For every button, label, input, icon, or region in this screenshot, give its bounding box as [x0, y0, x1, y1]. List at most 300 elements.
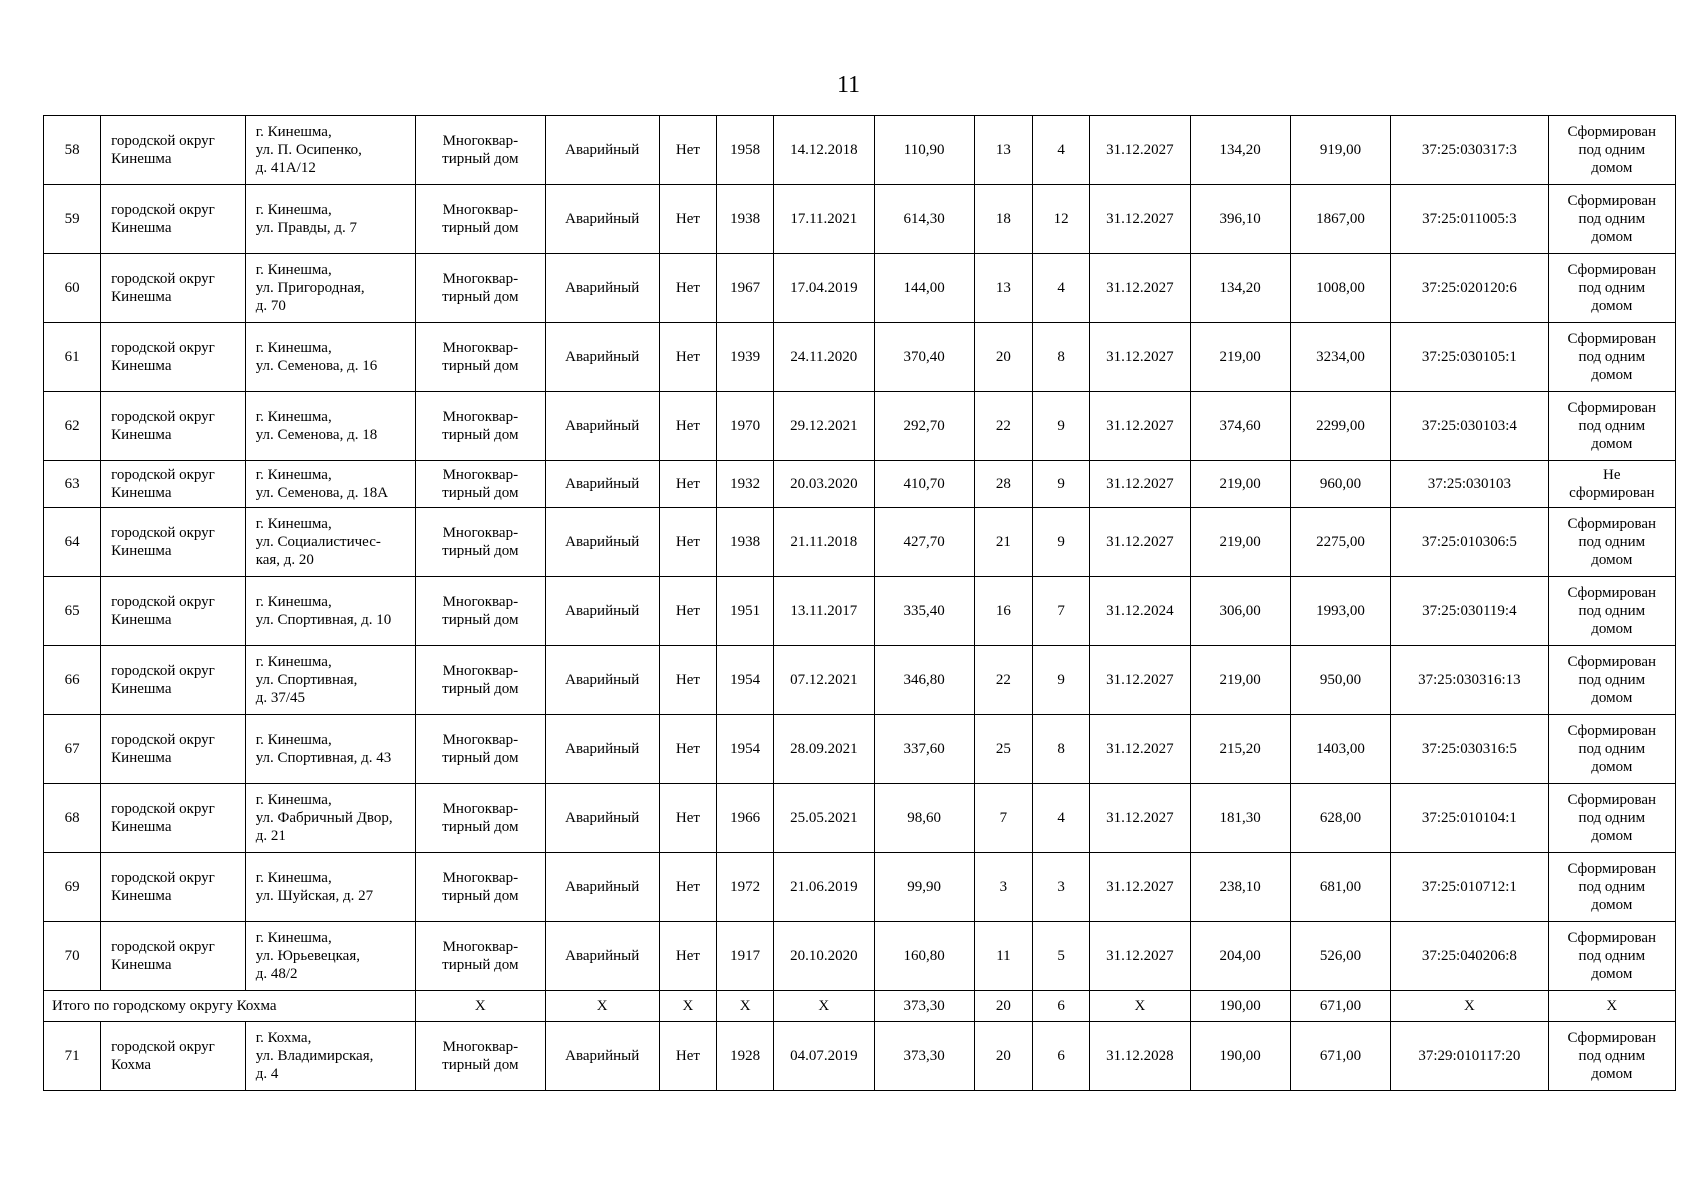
total-type: X: [416, 991, 545, 1022]
cell-plot-area: [1290, 392, 1390, 461]
cell-text: 37:25:030103:4: [1421, 418, 1517, 434]
cell-address: [245, 784, 415, 853]
cell-plot-status: [1548, 784, 1675, 853]
cell-cadastral: [1391, 508, 1548, 577]
cell-text: 396,10: [1219, 211, 1261, 227]
cell-condition: [545, 508, 659, 577]
cell-text: Аварийный: [565, 1048, 640, 1064]
cell-text: г. Кинешма, ул. Юрьевецкая, д. 48/2: [255, 930, 360, 982]
cell-text: г. Кинешма, ул. Спортивная, д. 10: [255, 594, 392, 628]
cell-units: [1033, 116, 1090, 185]
cell-text: Многоквар- тирный дом: [442, 525, 519, 559]
cell-units: [1033, 254, 1090, 323]
cell-text: 681,00: [1319, 879, 1362, 895]
cell-flag: [659, 508, 716, 577]
cell-text: 219,00: [1219, 349, 1261, 365]
cell-text: г. Кинешма, ул. П. Осипенко, д. 41А/12: [255, 124, 362, 176]
cell-text: 346,80: [903, 672, 945, 688]
cell-text: городской округ Кинешма: [111, 467, 215, 501]
cell-text: 21: [995, 534, 1011, 550]
cell-text: 70: [64, 948, 80, 964]
cell-text: 22: [995, 418, 1011, 434]
cell-text: 31.12.2027: [1106, 810, 1174, 826]
cell-text: 31.12.2027: [1106, 741, 1174, 757]
cell-cadastral: [1391, 323, 1548, 392]
cell-text: 31.12.2027: [1106, 142, 1174, 158]
cell-deadline: [1090, 922, 1190, 991]
cell-municipality: [101, 508, 246, 577]
cell-type: [416, 1022, 545, 1091]
cell-units: [1033, 922, 1090, 991]
cell-text: 919,00: [1319, 142, 1362, 158]
cell-area: [874, 392, 974, 461]
cell-residents: [974, 922, 1032, 991]
cell-no: [44, 784, 101, 853]
cell-residents: [974, 784, 1032, 853]
cell-text: 9: [1057, 476, 1065, 492]
cell-text: 31.12.2024: [1106, 603, 1174, 619]
cell-text: Сформирован под одним домом: [1567, 193, 1657, 245]
cell-units: [1033, 577, 1090, 646]
total-land-area: 190,00: [1190, 991, 1290, 1022]
cell-no: [44, 508, 101, 577]
cell-flag: [659, 323, 716, 392]
cell-text: Нет: [675, 672, 700, 688]
cell-municipality: [101, 577, 246, 646]
cell-text: 4: [1057, 280, 1065, 296]
cell-text: 2299,00: [1316, 418, 1365, 434]
cell-text: 1932: [730, 476, 761, 492]
cell-text: Сформирован под одним домом: [1567, 861, 1657, 913]
cell-date: [774, 784, 874, 853]
cell-text: 370,40: [903, 349, 945, 365]
cell-area: [874, 254, 974, 323]
cell-text: 20: [995, 349, 1011, 365]
cell-text: 1993,00: [1316, 603, 1365, 619]
cell-plot-status: [1548, 1022, 1675, 1091]
cell-no: [44, 185, 101, 254]
cell-text: Многоквар- тирный дом: [442, 202, 519, 236]
cell-text: 373,30: [903, 1048, 945, 1064]
cell-text: г. Кохма, ул. Владимирская, д. 4: [255, 1030, 374, 1082]
cell-text: городской округ Кинешма: [111, 340, 215, 374]
cell-text: Аварийный: [565, 142, 640, 158]
cell-text: городской округ Кинешма: [111, 732, 215, 766]
cell-land-area: [1190, 508, 1290, 577]
cell-land-area: [1190, 392, 1290, 461]
cell-residents: [974, 461, 1032, 508]
cell-units: [1033, 715, 1090, 784]
cell-no: [44, 392, 101, 461]
cell-units: [1033, 392, 1090, 461]
cell-plot-status: [1548, 853, 1675, 922]
cell-text: 31.12.2027: [1106, 534, 1174, 550]
cell-deadline: [1090, 646, 1190, 715]
cell-date: [774, 1022, 874, 1091]
cell-text: 31.12.2027: [1106, 211, 1174, 227]
cell-text: 1970: [730, 418, 761, 434]
cell-land-area: [1190, 715, 1290, 784]
cell-condition: [545, 853, 659, 922]
cell-municipality: [101, 853, 246, 922]
cell-residents: [974, 116, 1032, 185]
cell-land-area: [1190, 922, 1290, 991]
cell-plot-status: [1548, 461, 1675, 508]
cell-text: Аварийный: [565, 672, 640, 688]
cell-cadastral: [1391, 577, 1548, 646]
cell-area: [874, 853, 974, 922]
cell-plot-area: [1290, 323, 1390, 392]
cell-date: [774, 254, 874, 323]
cell-date: [774, 853, 874, 922]
table-body: [44, 116, 1676, 1091]
cell-text: 144,00: [903, 280, 945, 296]
cell-area: [874, 577, 974, 646]
cell-plot-area: [1290, 646, 1390, 715]
cell-text: Аварийный: [565, 534, 640, 550]
cell-text: Аварийный: [565, 349, 640, 365]
cell-residents: [974, 508, 1032, 577]
cell-no: [44, 254, 101, 323]
cell-text: Многоквар- тирный дом: [442, 271, 519, 305]
cell-text: 67: [64, 741, 80, 757]
cell-text: 64: [64, 534, 80, 550]
cell-plot-area: [1290, 922, 1390, 991]
table-row: [44, 323, 1676, 392]
cell-text: Сформирован под одним домом: [1567, 792, 1657, 844]
cell-no: [44, 922, 101, 991]
total-flag: X: [659, 991, 716, 1022]
cell-text: 21.11.2018: [790, 534, 858, 550]
cell-deadline: [1090, 254, 1190, 323]
cell-text: 29.12.2021: [790, 418, 858, 434]
cell-text: Нет: [675, 741, 700, 757]
total-year: X: [717, 991, 774, 1022]
cell-text: 13.11.2017: [790, 603, 858, 619]
cell-cadastral: [1391, 715, 1548, 784]
cell-text: Многоквар- тирный дом: [442, 467, 519, 501]
cell-year: [717, 254, 774, 323]
cell-plot-status: [1548, 116, 1675, 185]
cell-text: Аварийный: [565, 418, 640, 434]
cell-cadastral: [1391, 853, 1548, 922]
cell-text: Нет: [675, 948, 700, 964]
cell-units: [1033, 784, 1090, 853]
cell-cadastral: [1391, 922, 1548, 991]
cell-address: [245, 185, 415, 254]
cell-condition: [545, 577, 659, 646]
cell-text: 37:25:010104:1: [1421, 810, 1517, 826]
cell-text: 31.12.2027: [1106, 280, 1174, 296]
cell-text: 37:25:040206:8: [1421, 948, 1517, 964]
cell-units: [1033, 646, 1090, 715]
table-row: [44, 646, 1676, 715]
cell-municipality: [101, 715, 246, 784]
cell-text: Нет: [675, 142, 700, 158]
cell-text: г. Кинешма, ул. Спортивная, д. 43: [255, 732, 392, 766]
cell-land-area: [1190, 577, 1290, 646]
cell-units: [1033, 853, 1090, 922]
cell-deadline: [1090, 784, 1190, 853]
cell-text: 9: [1057, 534, 1065, 550]
cell-text: Нет: [675, 1048, 700, 1064]
cell-plot-area: [1290, 116, 1390, 185]
cell-text: 11: [996, 948, 1011, 964]
cell-text: городской округ Кинешма: [111, 663, 215, 697]
cell-year: [717, 185, 774, 254]
cell-text: 1972: [730, 879, 761, 895]
cell-land-area: [1190, 646, 1290, 715]
cell-text: Нет: [675, 280, 700, 296]
cell-land-area: [1190, 853, 1290, 922]
cell-text: городской округ Кинешма: [111, 801, 215, 835]
cell-year: [717, 922, 774, 991]
cell-text: 374,60: [1219, 418, 1261, 434]
cell-text: Нет: [675, 476, 700, 492]
cell-text: Нет: [675, 349, 700, 365]
cell-text: 21.06.2019: [790, 879, 858, 895]
cell-land-area: [1190, 185, 1290, 254]
cell-text: 628,00: [1319, 810, 1362, 826]
cell-text: 37:25:020120:6: [1421, 280, 1517, 296]
cell-land-area: [1190, 116, 1290, 185]
cell-text: 1403,00: [1316, 741, 1365, 757]
cell-type: [416, 116, 545, 185]
cell-text: Многоквар- тирный дом: [442, 870, 519, 904]
cell-area: [874, 646, 974, 715]
cell-text: 219,00: [1219, 476, 1261, 492]
cell-text: 99,90: [907, 879, 942, 895]
cell-text: 20: [995, 1048, 1011, 1064]
cell-text: 134,20: [1219, 280, 1261, 296]
cell-condition: [545, 392, 659, 461]
cell-text: 1867,00: [1316, 211, 1365, 227]
cell-date: [774, 922, 874, 991]
cell-land-area: [1190, 1022, 1290, 1091]
cell-text: г. Кинешма, ул. Семенова, д. 18А: [255, 467, 389, 501]
cell-text: 427,70: [903, 534, 945, 550]
cell-text: 31.12.2027: [1106, 672, 1174, 688]
cell-municipality: [101, 116, 246, 185]
cell-text: Сформирован под одним домом: [1567, 331, 1657, 383]
table-row: [44, 577, 1676, 646]
cell-text: городской округ Кинешма: [111, 409, 215, 443]
cell-flag: [659, 715, 716, 784]
cell-text: 20.03.2020: [790, 476, 858, 492]
cell-area: [874, 784, 974, 853]
cell-text: Нет: [675, 211, 700, 227]
cell-area: [874, 508, 974, 577]
cell-municipality: [101, 646, 246, 715]
table-row: [44, 715, 1676, 784]
cell-land-area: [1190, 784, 1290, 853]
cell-text: 31.12.2027: [1106, 948, 1174, 964]
cell-text: Аварийный: [565, 476, 640, 492]
cell-text: городской округ Кинешма: [111, 202, 215, 236]
cell-text: 13: [995, 142, 1011, 158]
table-row: [44, 392, 1676, 461]
cell-text: 1954: [730, 741, 761, 757]
cell-text: 8: [1057, 741, 1065, 757]
cell-text: 190,00: [1219, 1048, 1261, 1064]
cell-cadastral: [1391, 116, 1548, 185]
cell-plot-area: [1290, 715, 1390, 784]
cell-text: 238,10: [1219, 879, 1261, 895]
cell-text: 1938: [730, 534, 761, 550]
cell-condition: [545, 784, 659, 853]
cell-no: [44, 461, 101, 508]
cell-plot-status: [1548, 646, 1675, 715]
cell-text: г. Кинешма, ул. Спортивная, д. 37/45: [255, 654, 358, 706]
cell-text: 1938: [730, 211, 761, 227]
cell-cadastral: [1391, 646, 1548, 715]
cell-text: 5: [1057, 948, 1065, 964]
cell-residents: [974, 1022, 1032, 1091]
cell-no: [44, 853, 101, 922]
cell-municipality: [101, 323, 246, 392]
cell-text: 37:25:011005:3: [1422, 211, 1517, 227]
cell-flag: [659, 392, 716, 461]
cell-address: [245, 922, 415, 991]
cell-flag: [659, 577, 716, 646]
cell-text: 960,00: [1319, 476, 1362, 492]
cell-residents: [974, 853, 1032, 922]
cell-address: [245, 577, 415, 646]
cell-area: [874, 116, 974, 185]
cell-year: [717, 853, 774, 922]
cell-text: 37:25:030119:4: [1422, 603, 1517, 619]
cell-text: 950,00: [1319, 672, 1362, 688]
cell-text: г. Кинешма, ул. Пригородная, д. 70: [255, 262, 365, 314]
cell-text: Сформирован под одним домом: [1567, 585, 1657, 637]
cell-text: 9: [1057, 418, 1065, 434]
cell-type: [416, 254, 545, 323]
cell-text: г. Кинешма, ул. Семенова, д. 16: [255, 340, 378, 374]
cell-text: городской округ Кинешма: [111, 594, 215, 628]
cell-area: [874, 1022, 974, 1091]
cell-year: [717, 715, 774, 784]
cell-text: городской округ Кинешма: [111, 133, 215, 167]
total-condition: X: [545, 991, 659, 1022]
table-row: [44, 784, 1676, 853]
cell-text: 2275,00: [1316, 534, 1365, 550]
cell-deadline: [1090, 853, 1190, 922]
cell-text: 671,00: [1319, 1048, 1362, 1064]
cell-text: Аварийный: [565, 741, 640, 757]
cell-date: [774, 508, 874, 577]
cell-plot-status: [1548, 577, 1675, 646]
cell-text: 65: [64, 603, 80, 619]
cell-text: г. Кинешма, ул. Семенова, д. 18: [255, 409, 378, 443]
cell-text: 3: [999, 879, 1008, 895]
cell-text: 1939: [730, 349, 761, 365]
cell-text: 306,00: [1219, 603, 1261, 619]
cell-address: [245, 646, 415, 715]
cell-year: [717, 784, 774, 853]
cell-date: [774, 646, 874, 715]
cell-residents: [974, 715, 1032, 784]
cell-flag: [659, 1022, 716, 1091]
cell-land-area: [1190, 323, 1290, 392]
cell-text: Нет: [675, 534, 700, 550]
cell-plot-status: [1548, 922, 1675, 991]
cell-plot-status: [1548, 392, 1675, 461]
cell-text: Нет: [675, 810, 700, 826]
cell-flag: [659, 646, 716, 715]
cell-text: Многоквар- тирный дом: [442, 939, 519, 973]
total-area: 373,30: [874, 991, 974, 1022]
cell-municipality: [101, 254, 246, 323]
cell-area: [874, 185, 974, 254]
cell-text: 63: [64, 476, 80, 492]
cell-text: 04.07.2019: [790, 1048, 858, 1064]
cell-type: [416, 577, 545, 646]
cell-text: 1954: [730, 672, 761, 688]
cell-flag: [659, 922, 716, 991]
cell-text: Сформирован под одним домом: [1567, 723, 1657, 775]
cell-residents: [974, 254, 1032, 323]
cell-cadastral: [1391, 1022, 1548, 1091]
cell-plot-status: [1548, 715, 1675, 784]
cell-text: 31.12.2027: [1106, 349, 1174, 365]
cell-text: 17.04.2019: [790, 280, 858, 296]
cell-flag: [659, 254, 716, 323]
cell-deadline: [1090, 323, 1190, 392]
cell-no: [44, 715, 101, 784]
total-deadline: X: [1090, 991, 1190, 1022]
cell-text: 219,00: [1219, 672, 1261, 688]
cell-text: 12: [1053, 211, 1069, 227]
cell-text: 61: [64, 349, 80, 365]
cell-text: 9: [1057, 672, 1065, 688]
cell-condition: [545, 715, 659, 784]
cell-text: 37:29:010117:20: [1418, 1048, 1521, 1064]
cell-residents: [974, 185, 1032, 254]
table-row: [44, 254, 1676, 323]
cell-text: 07.12.2021: [790, 672, 858, 688]
cell-residents: [974, 392, 1032, 461]
cell-text: Нет: [675, 603, 700, 619]
cell-condition: [545, 922, 659, 991]
cell-text: 14.12.2018: [790, 142, 858, 158]
cell-flag: [659, 853, 716, 922]
cell-text: 37:25:010712:1: [1421, 879, 1517, 895]
cell-text: 62: [64, 418, 80, 434]
cell-type: [416, 392, 545, 461]
cell-type: [416, 508, 545, 577]
cell-address: [245, 508, 415, 577]
cell-municipality: [101, 1022, 246, 1091]
cell-type: [416, 715, 545, 784]
cell-cadastral: [1391, 254, 1548, 323]
cell-text: г. Кинешма, ул. Фабричный Двор, д. 21: [255, 792, 393, 844]
cell-text: 28.09.2021: [790, 741, 858, 757]
cell-text: 181,30: [1219, 810, 1261, 826]
table-row: [44, 461, 1676, 508]
cell-text: Многоквар- тирный дом: [442, 409, 519, 443]
cell-year: [717, 646, 774, 715]
cell-text: Многоквар- тирный дом: [442, 594, 519, 628]
cell-plot-area: [1290, 577, 1390, 646]
cell-units: [1033, 508, 1090, 577]
cell-flag: [659, 784, 716, 853]
cell-no: [44, 116, 101, 185]
cell-plot-area: [1290, 185, 1390, 254]
cell-date: [774, 577, 874, 646]
cell-text: г. Кинешма, ул. Социалистичес- кая, д. 20: [255, 516, 381, 568]
cell-plot-area: [1290, 853, 1390, 922]
cell-text: Многоквар- тирный дом: [442, 133, 519, 167]
